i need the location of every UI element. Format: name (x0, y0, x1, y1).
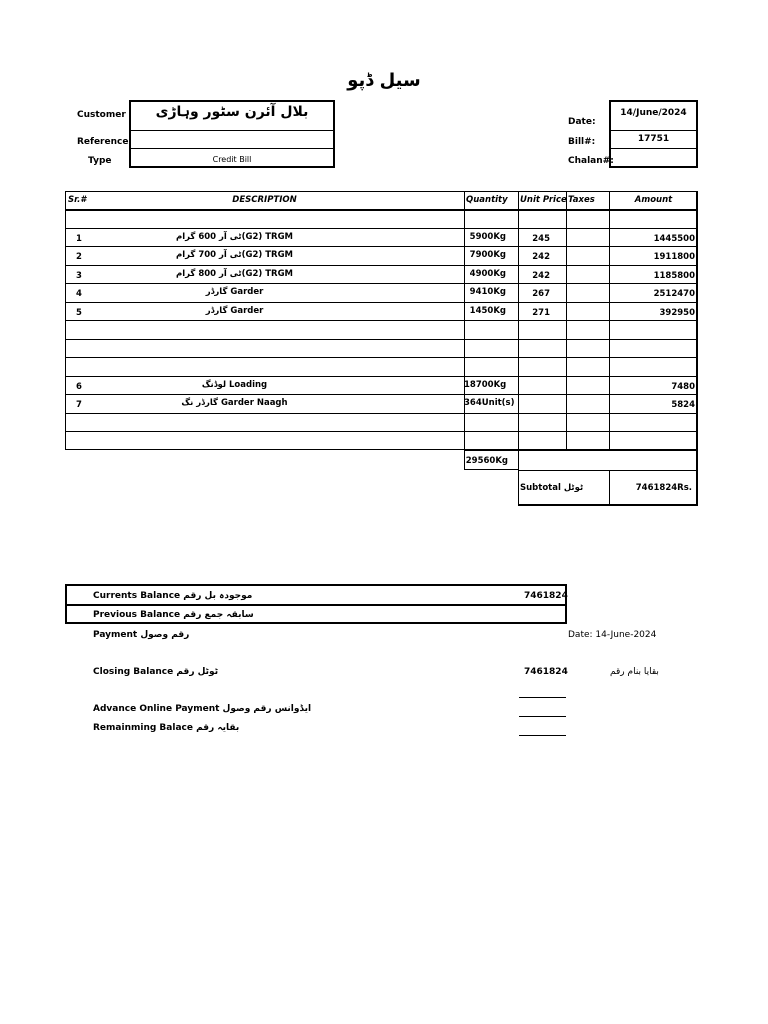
table-cell: 4 (76, 289, 82, 299)
row-divider (65, 431, 698, 432)
table-cell: 6 (76, 381, 82, 392)
document-title: سیل ڈپو (347, 70, 421, 91)
chalan-label: Chalan#: (568, 156, 614, 166)
table-cell: 1450Kg (469, 305, 506, 316)
table-cell: 7480 (671, 381, 695, 392)
table-cell: 392950 (659, 307, 695, 318)
row-divider (65, 413, 698, 414)
table-cell: 18700Kg (464, 379, 507, 390)
table-cell: 1185800 (653, 270, 695, 281)
subtotal-value: 7461824Rs. (635, 482, 692, 493)
table-cell: 5 (76, 307, 82, 318)
row-divider (65, 357, 698, 358)
table-cell: 267 (532, 289, 550, 299)
closing-underline (519, 697, 566, 698)
row-divider (65, 376, 698, 377)
remaining-underline (519, 735, 566, 736)
closing-balance-label: Closing Balance ٹوٹل رقم (93, 667, 219, 677)
advance-payment-label: Advance Online Payment ایڈوانس رقم وصول (93, 704, 312, 714)
remaining-balance-label: Remainming Balace بقایہ رقم (93, 723, 240, 733)
subtotal-box (518, 450, 698, 506)
table-cell: 1911800 (653, 252, 695, 262)
row-divider (65, 302, 698, 303)
column-header: Quantity (466, 195, 508, 205)
table-cell: 245 (532, 233, 550, 244)
table-cell: گارڈر Garder (205, 287, 264, 297)
table-cell: 9410Kg (469, 287, 506, 297)
remaining-name-label: بقایا بنام رقم (610, 667, 659, 677)
payment-date: Date: 14-June-2024 (568, 630, 657, 640)
row-divider (65, 265, 698, 266)
bill-number: 17751 (637, 134, 670, 144)
date-label: Date: (568, 117, 596, 127)
header-divider (65, 209, 698, 211)
table-cell: 7900Kg (469, 250, 506, 260)
customer-label: Customer (77, 110, 126, 120)
table-cell: 364Unit(s) (464, 398, 515, 408)
table-cell: ٹی آر 600 گرام(G2) TRGM (175, 231, 294, 242)
table-cell: 5900Kg (469, 231, 506, 242)
date-value: 14/June/2024 (620, 108, 687, 118)
current-balance-value: 7461824 (524, 591, 568, 601)
table-cell: ٹی آر 800 گرام(G2) TRGM (175, 268, 294, 279)
row-divider (65, 339, 698, 340)
closing-balance-value: 7461824 (524, 667, 568, 677)
row-divider (65, 320, 698, 321)
type-value: Credit Bill (212, 155, 252, 164)
advance-underline (519, 716, 566, 717)
row-divider (65, 228, 698, 229)
column-header: DESCRIPTION (232, 195, 297, 205)
row-divider (65, 394, 698, 395)
column-header: Taxes (568, 195, 595, 205)
subtotal-label: Subtotal ٹوٹل (520, 482, 584, 493)
table-cell: 271 (532, 307, 550, 318)
customer-name: بلال آئرن سٹور وہاڑی (155, 104, 309, 120)
column-header: Unit Price (520, 195, 567, 205)
table-cell: گارڈر Garder (205, 305, 264, 316)
type-label: Type (88, 156, 112, 166)
row-divider (65, 283, 698, 284)
table-cell: لوڈنگ Loading (201, 379, 268, 390)
table-cell: 7 (76, 400, 82, 410)
table-cell: 4900Kg (469, 268, 506, 279)
current-balance-label: Currents Balance موجودہ بل رقم (93, 591, 253, 601)
payment-label: Payment رقم وصول (93, 630, 190, 640)
total-quantity: 29560Kg (465, 455, 508, 466)
subtotal-divider (518, 470, 698, 471)
table-cell: ٹی آر 700 گرام(G2) TRGM (175, 250, 294, 260)
table-cell: گارڈر نگ Garder Naagh (181, 398, 288, 408)
column-header: Sr.# (68, 195, 87, 205)
column-header: Amount (634, 195, 673, 205)
table-cell: 1445500 (653, 233, 695, 244)
table-cell: 2512470 (653, 289, 695, 299)
reference-label: Reference (77, 137, 129, 147)
table-cell: 2 (76, 252, 82, 262)
previous-balance-label: Previous Balance سابقہ جمع رقم (93, 610, 254, 620)
table-cell: 1 (76, 233, 82, 244)
table-cell: 5824 (671, 400, 695, 410)
row-divider (65, 246, 698, 247)
bill-label: Bill#: (568, 137, 596, 147)
table-cell: 3 (76, 270, 82, 281)
table-cell: 242 (532, 252, 550, 262)
table-cell: 242 (532, 270, 550, 281)
